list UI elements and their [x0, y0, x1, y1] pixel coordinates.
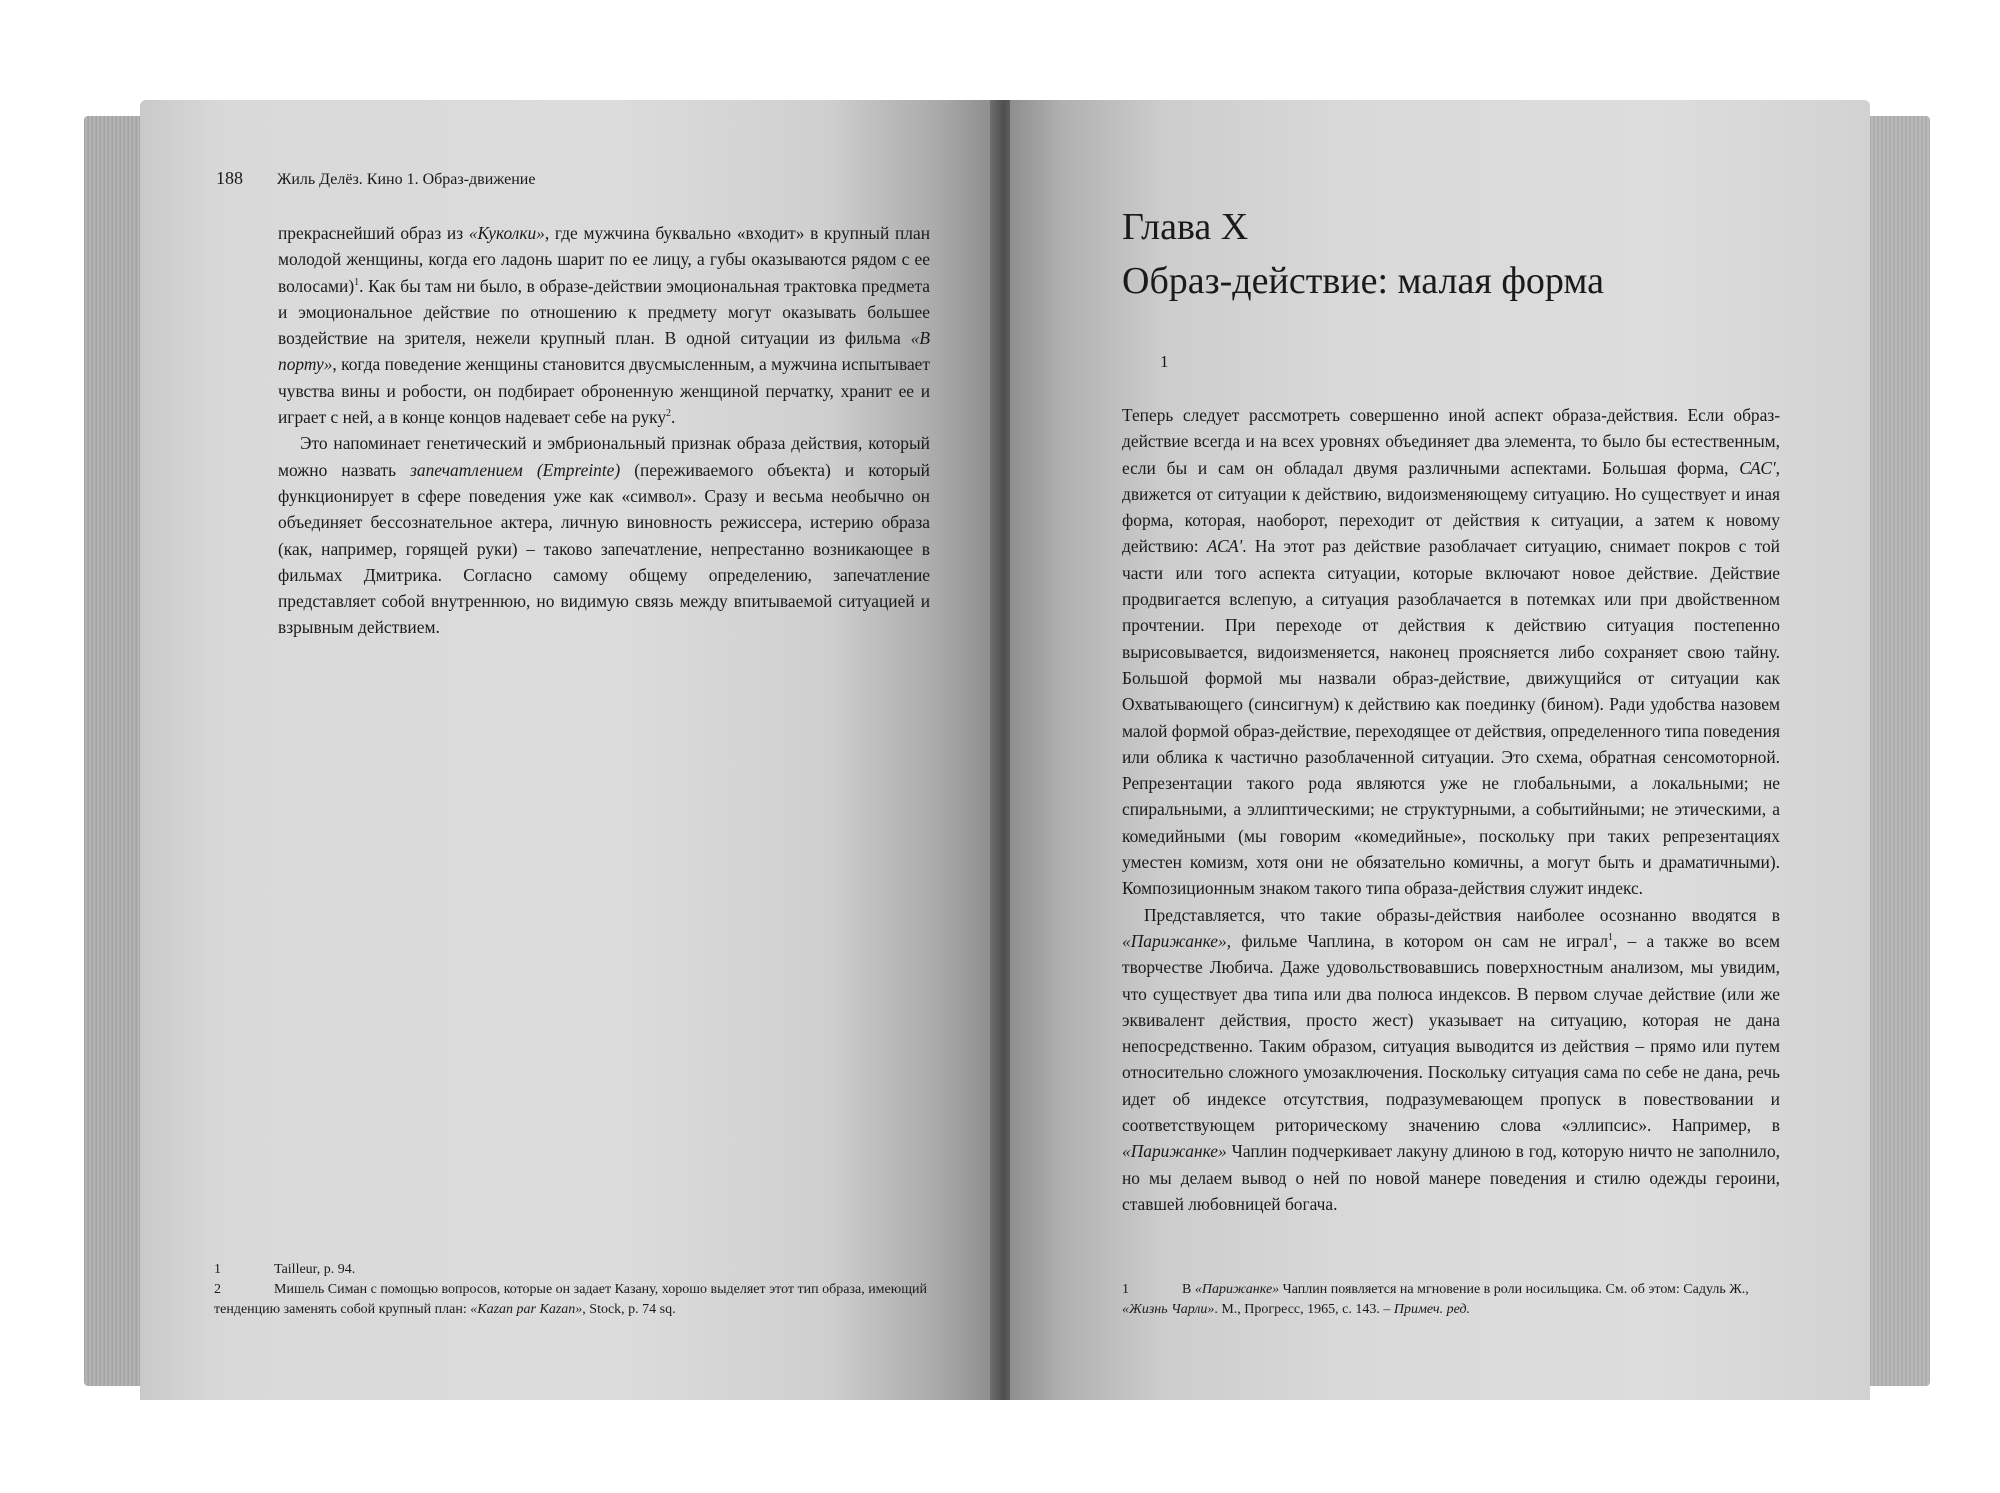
running-head-title: Жиль Делёз. Кино 1. Образ-движение	[277, 171, 536, 188]
paragraph: Теперь следует рассмотреть совершенно иной аспект образа-действия. Если образ-действие всегда и на всех уровнях объединяет два элемента, то было бы естественным, если бы и сам он обладал двумя различными аспектами. Большая форма, САС', движется от ситуации к действию, видоизменяющему ситуацию. Но существует и иная форма, которая, наоборот, переходит от действия к ситуации, а затем к новому действию: АСА'. На этот раз действие разоблачает ситуацию, снимает покров с той части или того аспекта ситуации, которые включают новое действие. Действие продвигается вслепую, а ситуация разоблачается в потемках или при двойственном прочтении. При переходе от действия к действию ситуация постепенно вырисовывается, видоизменяется, наконец проясняется либо сохраняет свою тайну. Большой формой мы назвали образ-действие, движущийся от ситуации как Охватывающего (синсигнум) к действию как поединку (бином). Ради удобства назовем малой формой образ-действие, переходящее от действия, определенного типа поведения или облика к частично разоблаченной ситуации. Это схема, обратная сенсомоторной. Репрезентации такого рода являются уже не глобальными, а локальными; не спиральными, а эллиптическими; не структурными, а событийными; не этическими, а комедийными (мы говорим «комедийные», поскольку при таких репрезентациях уместен комизм, хотя они не обязательно комичны, а могут быть и драматичными). Композиционным знаком такого типа образа-действия служит индекс.	[1122, 405, 1780, 899]
paragraph: прекраснейший образ из «Куколки», где мужчина буквально «входит» в крупный план молодой женщины, когда его ладонь шарит по ее лицу, а губы оказываются рядом с ее волосами)$^1$. Как бы там ни было, в образе-действии эмоциональная трактовка предмета и эмоциональное действие по отношению к предмету могут оказывать большее воздействие на зрителя, нежели крупный план. В одной ситуации из фильма «В порту», когда поведение женщины становится двусмысленным, а мужчина испытывает чувства вины и робости, он подбирает оброненную женщиной перчатку, хранит ее и играет с ней, а в конце концов надевает себе на руку$^2$.	[278, 223, 931, 428]
chapter-label: Глава X	[1122, 206, 1249, 248]
paragraph: Представляется, что такие образы-действия наиболее осознанно вводятся в «Парижанке», фильме Чаплина, в котором он сам не играл$^1$, – а также во всем творчестве Любича. Даже удовольствовавшись поверхностным анализом, мы увидим, что существует два типа или два полюса индексов. В первом случае действие (или же эквивалент действия, просто жест) указывает на ситуацию, которая не дана непосредственно. Таким образом, ситуация выводится из действия – прямо или путем относительно сложного умозаключения. Поскольку ситуация сама по себе не дана, речь идет об индексе отсутствия, подразумевающем пропуск в повествовании и соответствующем риторическому значению слова «эллипсис». Например, в «Парижанке» Чаплин подчеркивает лакуну длиною в год, которую ничто не заполнило, но мы делаем вывод о ней по новой манере поведения и стилю одежды героини, ставшей любовницей богача.	[1122, 904, 1781, 1214]
left-page-body	[278, 220, 930, 641]
footnote: 2 Мишель Симан с помощью вопросов, которые он задает Казану, хорошо выделяет этот тип образа, имеющий тенденцию заменять собой крупный план: «Kazan par Kazan», Stock, p. 74 sq.	[214, 1282, 927, 1317]
right-page	[1010, 100, 1870, 1400]
section-number: 1	[1160, 352, 1169, 371]
left-page-footnotes	[214, 1260, 954, 1320]
footnote-number: 1	[214, 1262, 221, 1277]
left-page	[140, 100, 1000, 1400]
right-page-edges	[1866, 116, 1930, 1386]
footnote-number: 2	[214, 1282, 221, 1297]
footnote: 1 В «Парижанке» Чаплин появляется на мгновение в роли носильщика. См. об этом: Садуль Ж., «Жизнь Чарли». М., Прогресс, 1965, с. 143. – Примеч. ред.	[1122, 1282, 1749, 1317]
page-number: 188	[216, 168, 243, 188]
paragraph: Это напоминает генетический и эмбриональный признак образа действия, который можно назвать запечатлением (Empreinte) (переживаемого объекта) и который функционирует в сфере поведения уже как «символ». Сразу и весьма необычно он объединяет бессознательное актера, личную виновность режиссера, истерию образа (как, например, горящей руки) – таково запечатление, непрестанно возникающее в фильмах Дмитрика. Согласно самому общему определению, запечатление представляет собой внутреннюю, но видимую связь между впитываемой ситуацией и взрывным действием.	[278, 433, 930, 638]
running-head	[216, 168, 535, 189]
footnote-number: 1	[1122, 1282, 1129, 1297]
chapter-heading	[1122, 200, 1604, 308]
chapter-title: Образ-действие: малая форма	[1122, 260, 1605, 302]
right-page-body	[1122, 402, 1780, 1217]
footnote: 1 Tailleur, p. 94.	[214, 1260, 954, 1280]
right-page-footnotes	[1122, 1280, 1782, 1320]
